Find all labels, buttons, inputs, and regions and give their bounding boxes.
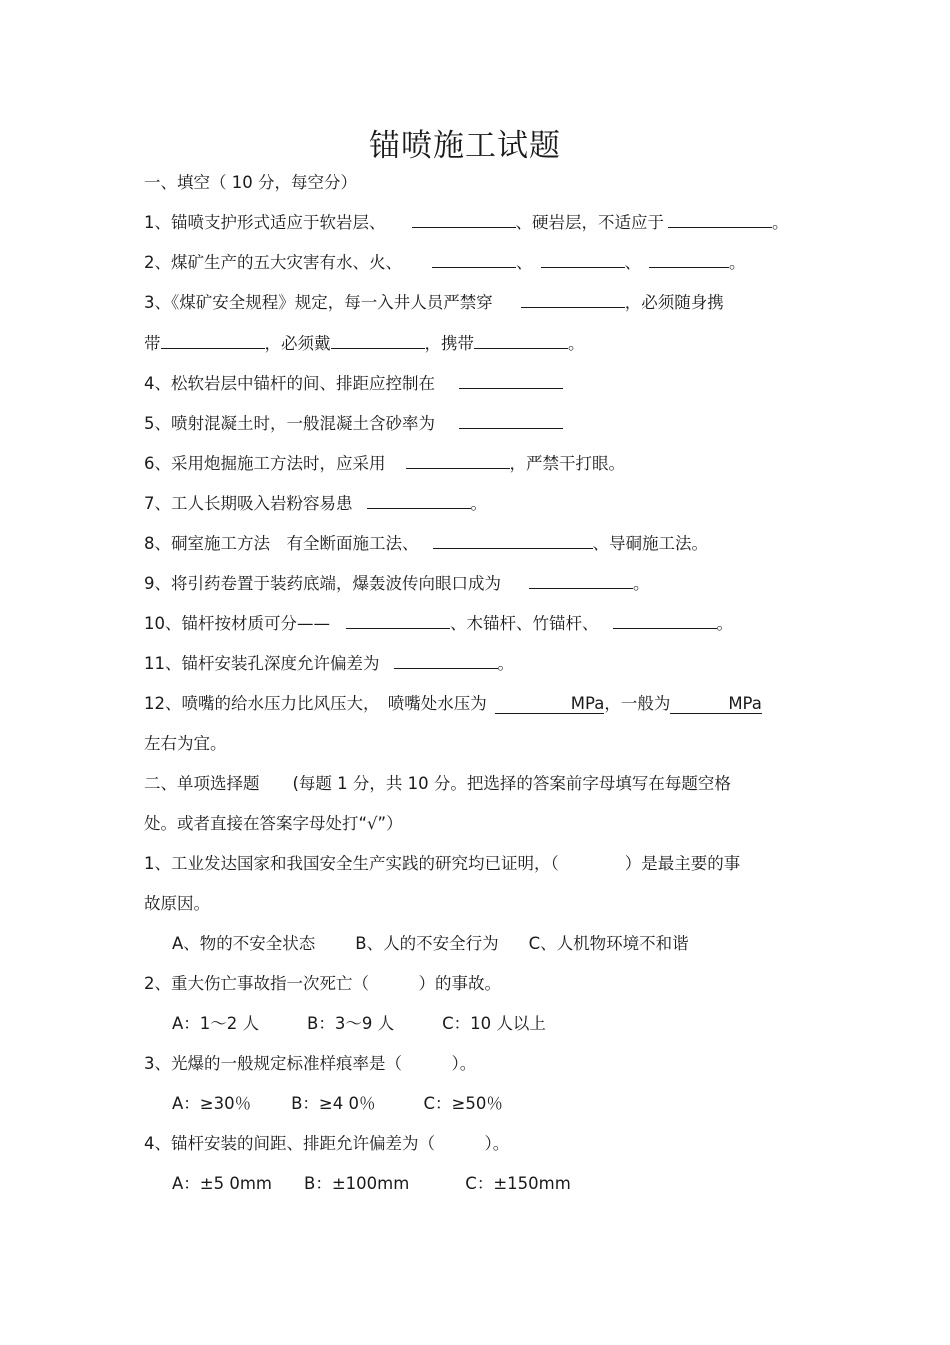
option-a[interactable]: A：±5 0mm [172,1174,272,1193]
question-1-9: 9、将引药卷置于装药底端，爆轰波传向眼口成为 。 [144,574,650,593]
answer-blank-mpa[interactable]: MPa [670,694,762,714]
question-1-1: 1、锚喷支护形式适应于软岩层、 、硬岩层，不适应于 。 [144,213,789,232]
question-2-3-options [172,1093,503,1115]
answer-blank[interactable] [406,453,510,469]
answer-blank[interactable] [394,653,498,669]
answer-blank[interactable] [412,212,516,228]
question-2-4: 4、锚杆安装的间距、排距允许偏差为（ ）。 [144,1134,510,1153]
option-b[interactable]: B：3～9 人 [307,1014,395,1033]
question-1-4: 4、松软岩层中锚杆的间、排距应控制在 [144,373,563,395]
option-b[interactable]: B、人的不安全行为 [355,934,499,953]
question-2-2-options [172,1013,546,1035]
option-a[interactable]: A、物的不安全状态 [172,934,316,953]
answer-blank[interactable] [529,573,633,589]
answer-blank[interactable] [474,333,568,349]
question-1-6: 6、采用炮掘施工方法时，应采用 ，严禁干打眼。 [144,454,625,473]
option-a[interactable]: A：1～2 人 [172,1014,260,1033]
option-c[interactable]: C：10 人以上 [442,1014,546,1033]
answer-blank[interactable] [346,613,450,629]
answer-blank[interactable] [433,533,593,549]
question-2-4-options [172,1173,571,1195]
question-1-8: 8、硐室施工方法 有全断面施工法、 、导硐施工法。 [144,534,708,553]
answer-blank[interactable] [161,333,265,349]
section-1-heading: 一、填空（ 10 分，每空分） [144,173,357,192]
option-a[interactable]: A：≥30％ [172,1094,252,1113]
question-1-2: 2、煤矿生产的五大灾害有水、火、 、 、 。 [144,253,746,272]
answer-blank[interactable] [331,333,425,349]
answer-blank[interactable] [432,252,516,268]
question-1-5: 5、喷射混凝土时，一般混凝土含砂率为 [144,413,563,435]
question-2-3: 3、光爆的一般规定标准样痕率是（ ）。 [144,1054,477,1073]
question-2-1: 1、工业发达国家和我国安全生产实践的研究均已证明，（ ）是最主要的事 [144,854,741,873]
option-b[interactable]: B：≥4 0％ [291,1094,376,1113]
question-1-7: 7、工人长期吸入岩粉容易患 。 [144,494,487,513]
question-1-11: 11、锚杆安装孔深度允许偏差为 。 [144,654,514,673]
answer-blank[interactable] [649,252,729,268]
question-1-12-cont: 左右为宜。 [144,734,227,753]
option-b[interactable]: B：±100mm [304,1174,410,1193]
question-1-12: 12、喷嘴的给水压力比风压大， 喷嘴处水压为 MPa，一般为 MPa [144,694,762,713]
answer-blank[interactable] [668,212,772,228]
option-c[interactable]: C：≥50％ [423,1094,503,1113]
answer-blank-mpa[interactable]: MPa [495,694,605,714]
section-2-heading: 二、单项选择题 (每题 1 分，共 10 分。把选择的答案前字母填写在每题空格 [144,774,731,793]
answer-blank[interactable] [521,292,625,308]
option-c[interactable]: C：±150mm [465,1174,571,1193]
answer-blank[interactable] [367,493,471,509]
question-2-1-options [172,933,689,955]
answer-blank[interactable] [459,373,563,389]
page-title: 锚喷施工试题 [369,128,561,164]
answer-blank[interactable] [613,613,717,629]
question-1-3-cont: 带 ，必须戴 ，携带 。 [144,334,585,353]
answer-blank[interactable] [459,413,563,429]
question-1-3: 3、《煤矿安全规程》规定，每一入井人员严禁穿 ，必须随身携 [144,293,724,312]
question-2-1-cont: 故原因。 [144,894,210,913]
section-2-heading-cont: 处。或者直接在答案字母处打“√”） [144,814,403,833]
question-2-2: 2、重大伤亡事故指一次死亡（ ）的事故。 [144,974,501,993]
question-1-10: 10、锚杆按材质可分—— 、木锚杆、竹锚杆、 。 [144,614,733,633]
option-c[interactable]: C、人机物环境不和谐 [528,934,689,953]
answer-blank[interactable] [541,252,625,268]
